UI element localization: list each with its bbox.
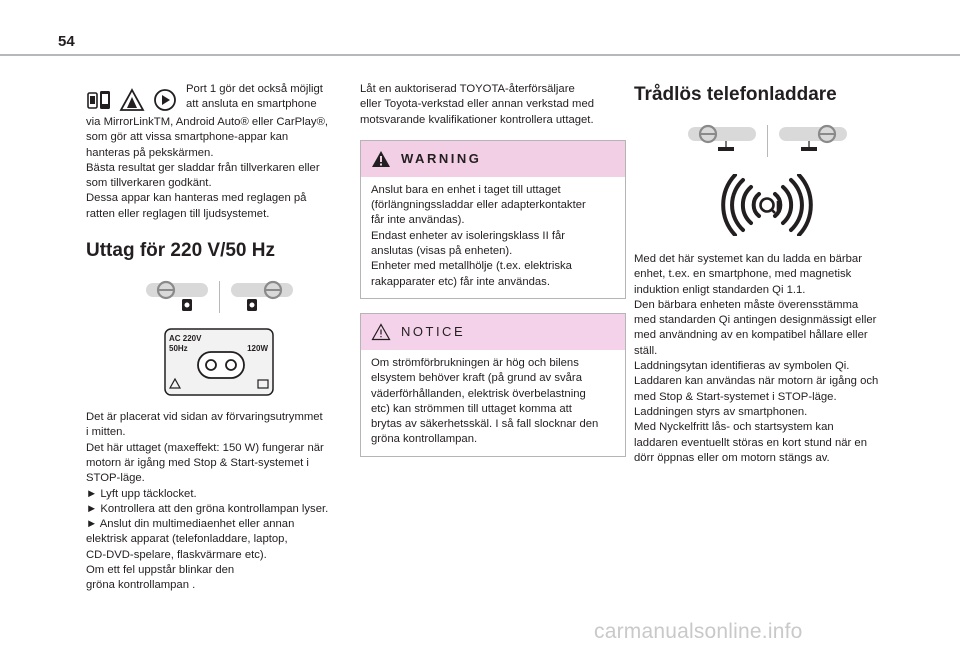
column-2 bbox=[360, 82, 626, 471]
notice-triangle-icon bbox=[371, 323, 391, 341]
charger-location-illustration bbox=[634, 120, 900, 162]
header-rule bbox=[0, 54, 960, 56]
text-line: Om strömförbrukningen är hög och bilens bbox=[371, 356, 579, 369]
text-line: elsystem behöver kraft (på grund av svåra bbox=[371, 372, 582, 385]
bullet-line: ► Lyft upp täcklocket. bbox=[86, 487, 197, 500]
warning-triangle-icon bbox=[371, 150, 391, 168]
text-line: induktion enligt standarden Qi 1.1. bbox=[634, 283, 806, 296]
watermark: carmanualsonline.info bbox=[594, 620, 803, 643]
text-line: rakapparater etc) får inte användas. bbox=[371, 275, 550, 288]
text-line: anslutas (visas på enheten). bbox=[371, 245, 513, 258]
text-line: får inte användas). bbox=[371, 214, 465, 227]
text-line: elektrisk apparat (telefonladdare, laptop, bbox=[86, 533, 288, 546]
text-line: gröna kontrollampan. bbox=[371, 433, 478, 446]
text-line: Om ett fel uppstår blinkar den bbox=[86, 564, 235, 577]
text-line: brytas av säkerhetsskäl. I så fall slocknar den bbox=[371, 418, 599, 431]
dealer-text bbox=[360, 82, 626, 128]
text-line: med användning av en kompatibel hållare eller bbox=[634, 329, 868, 342]
text-line: som tillverkaren godkänt. bbox=[86, 177, 212, 190]
text-line: motsvarande kvalifikationer kontrollera uttaget. bbox=[360, 113, 594, 126]
warning-label: WARNING bbox=[401, 151, 482, 167]
text-line: att ansluta en smartphone bbox=[186, 98, 317, 111]
text-line: ratten eller reglagen till ljudsystemet. bbox=[86, 207, 270, 220]
dashboard-left-icon bbox=[144, 279, 210, 315]
divider bbox=[767, 125, 768, 157]
text-line: Det är placerat vid sidan av förvaringsutrymmet bbox=[86, 411, 323, 424]
page-number: 54 bbox=[58, 33, 75, 50]
text-line: Dessa appar kan hanteras med reglagen på bbox=[86, 192, 307, 205]
text-line: laddaren eventuellt störas en kort stund när en bbox=[634, 436, 867, 449]
android-auto-icon bbox=[119, 87, 145, 113]
text-line: Laddningsytan identifieras av symbolen Qi. bbox=[634, 360, 850, 373]
text-line: Med Nyckelfritt lås- och startsystem kan bbox=[634, 421, 834, 434]
text-line: dörr öppnas eller om motorn stängs av. bbox=[634, 451, 830, 464]
text-line: enhet, t.ex. en smartphone, med magnetisk bbox=[634, 268, 852, 281]
text-line: Enheter med metallhölje (t.ex. elektriska bbox=[371, 260, 572, 273]
qi-symbol-wrap bbox=[634, 174, 900, 236]
dashboard-left-icon bbox=[686, 123, 758, 159]
dashboard-right-icon bbox=[777, 123, 849, 159]
text-line: Bästa resultat ger sladdar från tillverkaren eller bbox=[86, 161, 320, 174]
qi-wireless-icon bbox=[719, 174, 815, 236]
text-line: ställ. bbox=[634, 344, 658, 357]
car-location-illustration bbox=[86, 276, 352, 318]
text-line: Endast enheter av isoleringsklass II får bbox=[371, 229, 566, 242]
text-line: Anslut bara en enhet i taget till uttaget bbox=[371, 183, 561, 196]
divider bbox=[219, 281, 220, 313]
notice-label: NOTICE bbox=[401, 324, 466, 340]
notice-body bbox=[361, 350, 625, 456]
text-line: hanteras på pekskärmen. bbox=[86, 146, 214, 159]
text-line: med standarden Qi antingen designmässigt eller bbox=[634, 314, 877, 327]
socket-label-voltage: AC 220V bbox=[169, 334, 202, 344]
text-line: eller Toyota-verkstad eller annan verkstad med bbox=[360, 98, 595, 111]
text-line: Med det här systemet kan du ladda en bärbar bbox=[634, 253, 862, 265]
text-line: som gör att vissa smartphone-appar kan bbox=[86, 131, 289, 144]
text-line: CD-DVD-spelare, flaskvärmare etc). bbox=[86, 548, 267, 561]
text-line: STOP-läge. bbox=[86, 472, 145, 485]
warning-box bbox=[360, 140, 626, 299]
notice-box bbox=[360, 313, 626, 457]
notice-header bbox=[361, 314, 625, 350]
text-line: Det här uttaget (maxeffekt: 150 W) fungerar när bbox=[86, 441, 324, 454]
column-1 bbox=[86, 82, 352, 594]
text-line: Laddaren kan användas när motorn är igång och bbox=[634, 375, 879, 388]
text-line: Port 1 gör det också möjligt bbox=[186, 83, 323, 95]
socket-label-power: 120W bbox=[247, 344, 268, 354]
bullet-line: ► Kontrollera att den gröna kontrollampan lyser. bbox=[86, 502, 329, 515]
text-line: (förlängningssladdar eller adapterkontakter bbox=[371, 199, 586, 212]
section-title-wireless-charger: Trådlös telefonladdare bbox=[634, 84, 837, 105]
text-line: Den bärbara enheten måste överensstämma bbox=[634, 298, 859, 311]
dashboard-right-icon bbox=[229, 279, 295, 315]
wireless-charger-text bbox=[634, 252, 900, 466]
text-line: väderförhållanden, elektrisk överbelastning bbox=[371, 387, 586, 400]
section-title-socket: Uttag för 220 V/50 Hz bbox=[86, 240, 275, 262]
socket-label-frequency: 50Hz bbox=[169, 344, 188, 354]
text-line: med Stop & Start-systemet i STOP-läge. bbox=[634, 390, 837, 403]
text-line: Låt en auktoriserad TOYOTA-återförsäljare bbox=[360, 83, 575, 95]
text-line: i mitten. bbox=[86, 426, 126, 439]
warning-body bbox=[361, 177, 625, 298]
text-line: Laddningen styrs av smartphonen. bbox=[634, 405, 808, 418]
socket-illustration bbox=[164, 328, 274, 396]
carplay-icon bbox=[152, 87, 178, 113]
warning-header bbox=[361, 141, 625, 177]
socket-body-text bbox=[86, 410, 352, 594]
column-3 bbox=[634, 82, 900, 466]
connectivity-icons bbox=[86, 87, 178, 113]
text-line: etc) kan strömmen till uttaget komma att bbox=[371, 402, 572, 415]
text-line: via MirrorLinkTM, Android Auto® eller CarPlay®, bbox=[86, 116, 329, 128]
bullet-line: ► Anslut din multimediaenhet eller annan bbox=[86, 518, 295, 531]
mirrorlink-phone-icon bbox=[86, 87, 112, 113]
text-line: gröna kontrollampan . bbox=[86, 579, 196, 592]
text-line: motorn är igång med Stop & Start-systemet i bbox=[86, 456, 309, 469]
